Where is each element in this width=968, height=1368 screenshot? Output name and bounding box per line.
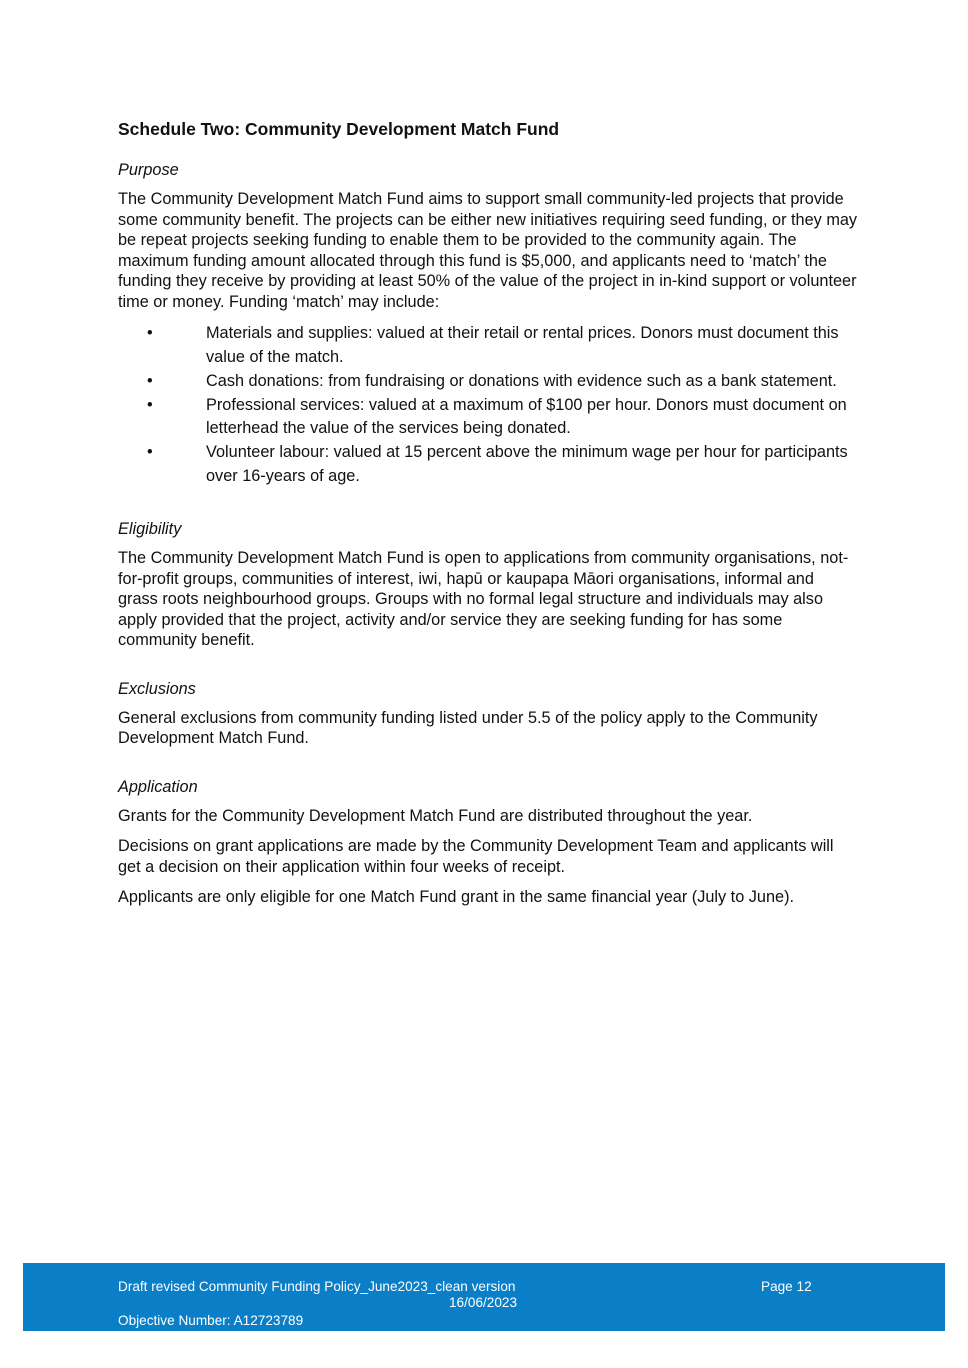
footer-page-number: Page 12 [761,1279,812,1294]
application-paragraph: Decisions on grant applications are made by the Community Development Team and applicants will get a decision on their application within four weeks of receipt. [118,837,834,876]
application-heading: Application [118,777,198,796]
list-item-text: Materials and supplies: valued at their retail or rental prices. Donors must document this value of the match. [206,324,839,366]
application-paragraph: Applicants are only eligible for one Match Fund grant in the same financial year (July to June). [118,888,795,906]
purpose-section [118,160,858,488]
page-title: Schedule Two: Community Development Match Fund [118,119,560,139]
list-item [118,370,858,394]
bullet-icon: • [147,443,153,461]
purpose-paragraph: The Community Development Match Fund aims to support small community-led projects that provide some community benefit. The projects can be either new initiatives requiring seed funding, or they may be repeat projects seeking funding to enable them to be provided to the community again. The maximum funding amount allocated through this fund is $5,000, and applicants need to ‘match’ the funding they receive by providing at least 50% of the value of the project in in-kind support or volunteer time or money. Funding ‘match’ may include: [118,190,858,311]
footer-date: 16/06/2023 [449,1295,518,1310]
list-item [118,394,858,441]
exclusions-paragraph: General exclusions from community funding listed under 5.5 of the policy apply to the Community Development Match Fund. [118,708,818,747]
list-item-text: Cash donations: from fundraising or donations with evidence such as a bank statement. [206,371,837,390]
list-item-text: Volunteer labour: valued at 15 percent above the minimum wage per hour for participants over 16-years of age. [206,443,848,485]
exclusions-heading: Exclusions [118,679,196,698]
eligibility-section [118,519,858,651]
list-item [118,441,858,488]
footer-objective-number: Objective Number: A12723789 [118,1313,304,1328]
bullet-icon: • [147,324,153,342]
purpose-heading: Purpose [118,161,179,179]
bullet-icon: • [147,371,153,390]
list-item [118,322,858,369]
document-body [118,118,858,918]
bullet-icon: • [147,395,153,414]
exclusions-section [118,679,858,749]
footer-document-title: Draft revised Community Funding Policy_June2023_clean version [118,1279,516,1294]
application-paragraph: Grants for the Community Development Match Fund are distributed throughout the year. [118,806,753,825]
page-footer [23,1263,945,1331]
list-item-text: Professional services: valued at a maximum of $100 per hour. Donors must document on letterhead the value of the services being donated. [206,395,847,437]
match-list [118,322,858,488]
eligibility-paragraph: The Community Development Match Fund is open to applications from community organisations, not-for-profit groups, communities of interest, iwi, hapū or kaupapa Māori organisations, informal and grass roots neighbourhood groups. Groups with no formal legal structure and individuals may also apply provided that the project, activity and/or service they are seeking funding for has some community benefit. [118,549,849,649]
application-section [118,777,858,908]
eligibility-heading: Eligibility [118,520,182,538]
